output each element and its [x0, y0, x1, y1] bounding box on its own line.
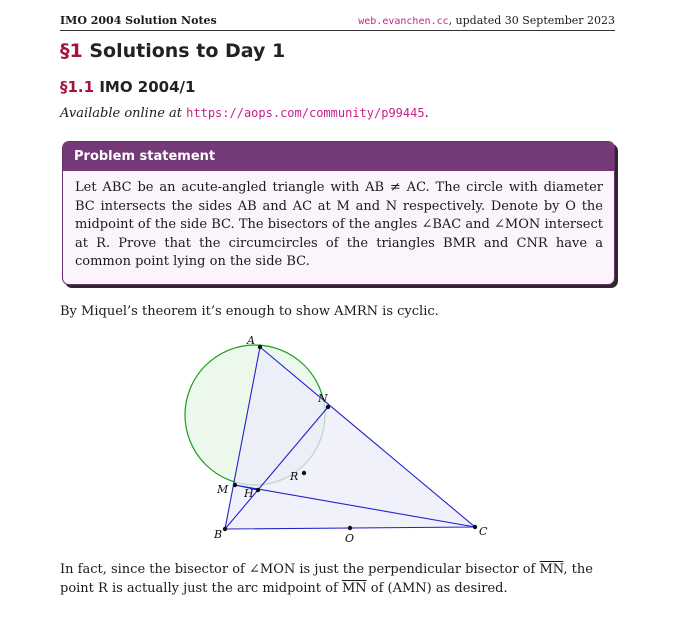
header-title: IMO 2004 Solution Notes: [60, 14, 217, 27]
available-suffix: .: [424, 106, 429, 121]
subsection-title: [60, 78, 195, 96]
label-n: N: [318, 392, 328, 405]
arc-mn: $\overline{MN}$: [341, 581, 367, 596]
subsection-title-text: IMO 2004/1: [99, 78, 196, 96]
point-h: [256, 488, 260, 492]
header-right: [358, 14, 615, 27]
header-updated: , updated 30 September 2023: [448, 14, 615, 27]
label-m: M: [217, 483, 229, 496]
problem-link[interactable]: https://aops.com/community/p99445: [186, 106, 425, 120]
header-url-link[interactable]: web.evanchen.cc: [358, 16, 449, 27]
geometry-figure: [180, 330, 500, 550]
conclusion-paragraph: [60, 560, 616, 598]
point-o: [348, 526, 352, 530]
conclusion-part3: of (AMN) as desired.: [366, 581, 508, 596]
problem-statement-box: [62, 141, 615, 285]
label-b: B: [214, 528, 223, 541]
label-c: C: [479, 525, 488, 538]
label-a: A: [247, 334, 255, 347]
section-title-text: Solutions to Day 1: [89, 40, 286, 62]
triangle-abc: [225, 347, 475, 529]
point-c: [473, 525, 477, 529]
subsection-number: §1.1: [60, 78, 95, 96]
label-h: H: [244, 487, 254, 500]
label-o: O: [345, 532, 355, 545]
label-r: R: [290, 470, 299, 483]
miquel-sentence: By Miquel’s theorem it’s enough to show AMRN is cyclic.: [60, 304, 439, 319]
section-title: [60, 40, 285, 62]
point-b: [223, 527, 227, 531]
available-online-line: [60, 106, 429, 121]
conclusion-part1: In fact, since the bisector of ∠MON is just the perpendicular bisector of: [60, 562, 540, 577]
segment-mn: $\overline{MN}$: [539, 562, 564, 577]
conclusion-part2: , the point R is actually just the arc midpoint of: [60, 562, 593, 596]
section-number: §1: [60, 40, 83, 62]
problem-box-title: Problem statement: [63, 142, 614, 171]
available-prefix: Available online at: [60, 106, 183, 121]
point-m: [233, 483, 237, 487]
problem-text: Let ABC be an acute-angled triangle with AB ≠ AC. The circle with diameter BC intersects the sides AB and AC at M and N respectively. Denote by O the midpoint of the side BC. The bisectors of the angles ∠BAC and ∠MON intersect at R. Prove that the circumcircles of the triangles BMR and CNR have a common point lying on the side BC.: [75, 180, 603, 269]
point-a: [258, 345, 262, 349]
point-n: [326, 405, 330, 409]
point-r: [302, 471, 306, 475]
running-header: [60, 14, 615, 31]
